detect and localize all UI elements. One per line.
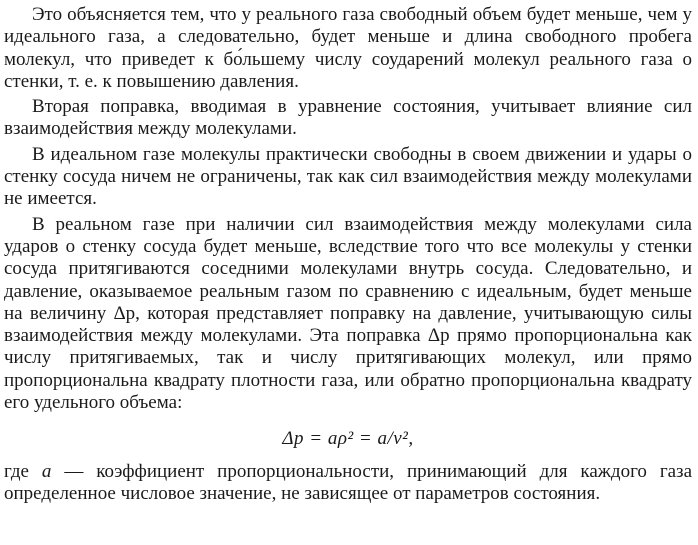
paragraph-real-gas: В реальном газе при наличии сил взаимодействия между молекулами сила ударов о стенку сосуда будет меньше, вследствие того что все молекулы у стенки сосуда притягиваются соседними молекулами внутрь сосуда. Следовательно, и давление, оказываемое реальным газом по сравнению с идеальным, будет меньше на величину Δp, которая представляет поправку на давление, учитывающую силы взаимодействия между молекулами. Эта поправка Δp прямо пропорциональна как числу притягиваемых, так и числу притягивающих молекул, или прямо пропорциональна квадрату плотности газа, или обратно пропорциональна квадрату его удельного объема:: [4, 213, 692, 414]
closing-text: — коэффициент пропорциональности, принимающий для каждого газа определенное числовое значение, не зависящее от параметров состояния.: [4, 460, 692, 504]
closing-prefix: где: [4, 460, 42, 482]
paragraph-second-correction: Вторая поправка, вводимая в уравнение состояния, учитывает влияние сил взаимодействия между молекулами.: [4, 96, 692, 140]
coefficient-variable: a: [41, 460, 52, 482]
document-page: [4, 4, 692, 508]
paragraph-ideal-gas: В идеальном газе молекулы практически свободны в своем движении и удары о стенку сосуда ничем не ограничены, так как сил взаимодействия между молекулами не имеется.: [4, 143, 692, 210]
formula-pressure-correction: Δp = aρ² = a/v²,: [282, 428, 414, 450]
paragraph-free-volume: Это объясняется тем, что у реального газа свободный объем будет меньше, чем у идеального газа, а следовательно, будет меньше и длина свободного пробега молекул, что приведет к бо́льшему числу соударений молекул реального газа о стенки, т. е. к повышению давления.: [4, 4, 692, 92]
paragraph-coefficient-definition: [4, 461, 692, 506]
